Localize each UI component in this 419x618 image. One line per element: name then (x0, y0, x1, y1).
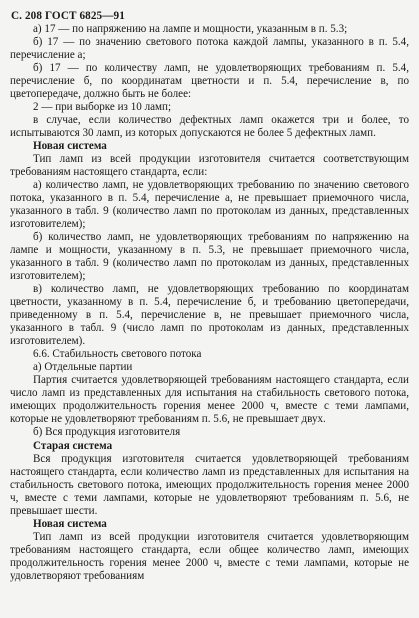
paragraph-a-17-voltage: а) 17 — по напряжению на лампе и мощности, указанным в п. 5.3; (33, 23, 348, 35)
heading-new-system-2: Новая система (33, 517, 107, 530)
page-header: С. 208 ГОСТ 6825—91 (11, 10, 125, 22)
section-6-6-heading: 6.6. Стабильность светового потока (33, 348, 202, 361)
paragraph-sample-10: 2 — при выборке из 10 ламп; (33, 101, 172, 114)
paragraph-b-17-count: б) 17 — по количеству ламп, не удовлетворяющих требованиям п. 5.4, перечисление б, по координатам цветности и п. 5.4, перечисление в, по цветопередаче, должно быть не более: (10, 62, 409, 101)
paragraph-type-compliance: Тип ламп из всей продукции изготовителя считается соответствующим требованиям настоящего стандарта, если: (10, 153, 409, 179)
paragraph-defective-case: в случае, если количество дефектных ламп окажется три и более, то испытываются 30 ламп, из которых допускаются не более 5 дефектных ламп. (10, 114, 409, 140)
subsection-individual-lots: а) Отдельные партии (33, 361, 133, 374)
paragraph-old-system-stability: Вся продукция изготовителя считается удовлетворяющей требованиям настоящего стандарта, если количество ламп из представленных для испытания на стабильность светового потока, имеющих продолжительность горения менее 2000 ч, вместе с теми лампами, которые не удовлетворяют требованиям п. 5.6, не превышает шести. (10, 452, 409, 517)
heading-old-system: Старая система (33, 439, 113, 452)
paragraph-b-17-flux: б) 17 — по значению светового потока каждой лампы, указанного в п. 5.4, перечисление а; (10, 36, 409, 62)
paragraph-new-system-stability: Тип ламп из всей продукции изготовителя считается удовлетворяющим требованиям настоящего стандарта, если общее количество ламп, имеющих продолжительность горения менее 2000 ч, вместе с теми лампами, которые не удовлетворяют требованиям (10, 530, 409, 582)
paragraph-v-color-count: в) количество ламп, не удовлетворяющих требованию по координатам цветности, указанному в п. 5.4, перечисление б, и требованию цветопередачи, приведенному в п. 5.4, перечисление в, не превышает приемочного числа, указанного в табл. 9 (число ламп по протоколам из данных, представленных изготовителем). (10, 283, 409, 348)
document-body (10, 23, 409, 583)
paragraph-lot-stability: Партия считается удовлетворяющей требованиям настоящего стандарта, если число ламп из представленных для испытания на стабильность светового потока, имеющих продолжительность горения менее 2000 ч, вместе с теми лампами, которые не удовлетворяют требованиям п. 5.6, не превышает двух. (10, 374, 409, 426)
paragraph-b-voltage-count: б) количество ламп, не удовлетворяющих требованиям по напряжению на лампе и мощности, указанному в п. 5.3, не превышает приемочного числа, указанного в табл. 9 (количество ламп по протоколам из данных, представленных изготовителем); (10, 231, 409, 283)
heading-new-system: Новая система (33, 140, 107, 153)
paragraph-a-flux-count: а) количество ламп, не удовлетворяющих требованию по значению светового потока, указанного в п. 5.4, перечисление а, не превышает приемочного числа, указанного в табл. 9 (количество ламп по протоколам из данных, представленных изготовителем); (10, 179, 409, 231)
subsection-all-production: б) Вся продукция изготовителя (33, 426, 181, 439)
